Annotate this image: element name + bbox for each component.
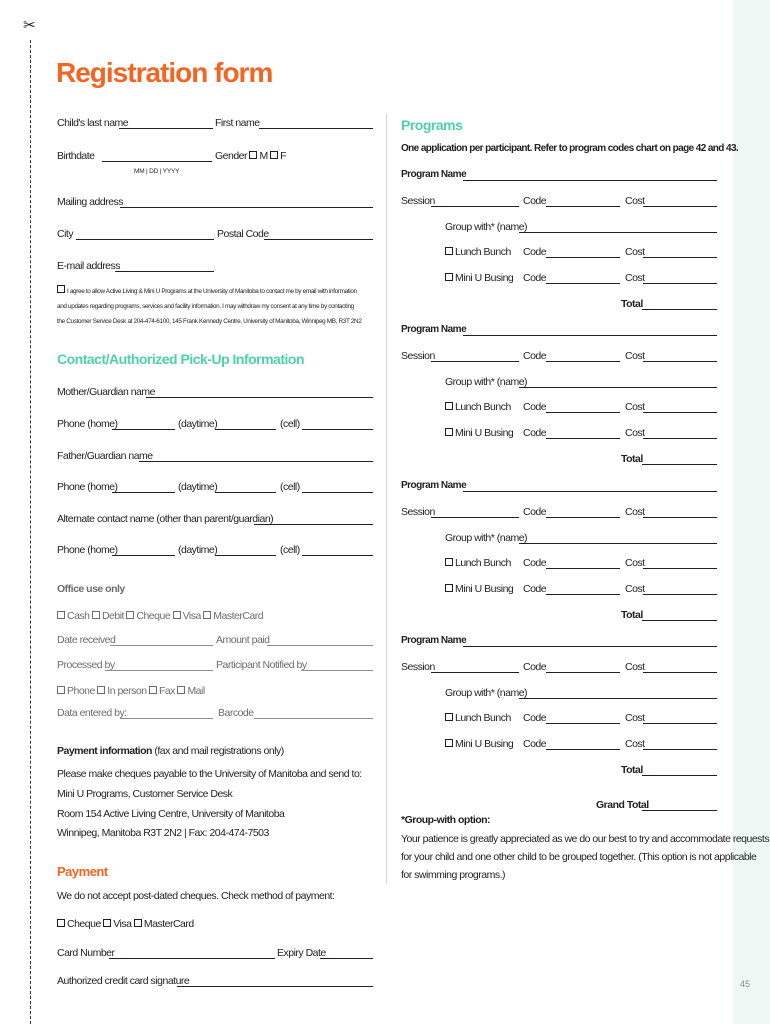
pay-cheque-checkbox[interactable]: [57, 919, 65, 927]
mother-guardian-field[interactable]: [146, 397, 373, 398]
lunch-code-field-4[interactable]: [546, 723, 620, 724]
payment-info-heading: [57, 745, 284, 757]
phone-checkbox[interactable]: [57, 686, 65, 694]
busing-code-label-3: Code: [523, 583, 547, 595]
cost-label-4: Cost: [625, 661, 645, 673]
busing-checkbox-3[interactable]: [445, 584, 453, 592]
gender-f-checkbox[interactable]: [270, 151, 278, 159]
code-field-4[interactable]: [546, 672, 620, 673]
busing-code-field-2[interactable]: [546, 438, 620, 439]
phone-daytime-field-3[interactable]: [215, 555, 276, 556]
alternate-contact-field[interactable]: [254, 524, 373, 525]
lunch-bunch-option-1: [445, 246, 511, 258]
lunch-cost-field-3[interactable]: [643, 568, 717, 569]
program-name-field-2[interactable]: [463, 335, 717, 336]
data-entered-field[interactable]: [120, 718, 213, 719]
phone-label: Phone: [67, 685, 95, 697]
mail-label: Mail: [187, 685, 205, 697]
postal-code-field[interactable]: [264, 239, 373, 240]
child-last-name-label: Child's last name: [57, 117, 129, 129]
birthdate-field[interactable]: [102, 161, 212, 162]
column-divider: [386, 114, 387, 884]
lunch-code-label-4: Code: [523, 712, 547, 724]
session-field-4[interactable]: [431, 672, 519, 673]
phone-home-field-2[interactable]: [112, 492, 175, 493]
gender-m-checkbox[interactable]: [249, 151, 257, 159]
cost-field-2[interactable]: [643, 361, 717, 362]
busing-checkbox-2[interactable]: [445, 428, 453, 436]
payment-info-note: (fax and mail registrations only): [154, 745, 284, 757]
phone-cell-field-3[interactable]: [302, 555, 373, 556]
office-payment-methods: [57, 610, 263, 622]
office-use-heading: Office use only: [57, 583, 125, 595]
participant-notified-label: Participant Notified by: [216, 659, 307, 671]
program-name-label-2: Program Name: [401, 324, 467, 335]
session-label-2: Session: [401, 350, 435, 362]
pay-visa-label: Visa: [113, 918, 132, 930]
busing-code-label-4: Code: [523, 738, 547, 750]
amount-paid-label: Amount paid: [216, 634, 270, 646]
card-number-field[interactable]: [109, 958, 275, 959]
session-label-1: Session: [401, 195, 435, 207]
cash-label: Cash: [67, 610, 90, 622]
code-field-1[interactable]: [546, 206, 620, 207]
contact-section-heading: Contact/Authorized Pick-Up Information: [57, 351, 304, 367]
email-label: E-mail address: [57, 260, 121, 272]
busing-cost-field-4[interactable]: [643, 749, 717, 750]
pay-mastercard-label: MasterCard: [143, 918, 194, 930]
total-field-4[interactable]: [642, 775, 717, 776]
group-option-line-1: Your patience is greatly appreciated as we do our best to try and accommodate requests: [401, 833, 770, 845]
lunch-cost-field-1[interactable]: [643, 257, 717, 258]
busing-cost-label-2: Cost: [625, 427, 645, 439]
signature-field[interactable]: [177, 986, 373, 987]
visa-checkbox[interactable]: [173, 611, 181, 619]
fax-checkbox[interactable]: [149, 686, 157, 694]
payment-info-line-2: Mini U Programs, Customer Service Desk: [57, 788, 233, 800]
busing-label-4: Mini U Busing: [455, 738, 514, 750]
lunch-cost-label-4: Cost: [625, 712, 645, 724]
payment-info-line-4: Winnipeg, Manitoba R3T 2N2 | Fax: 204-474-7503: [57, 827, 269, 839]
in-person-checkbox[interactable]: [97, 686, 105, 694]
processed-by-field[interactable]: [105, 670, 213, 671]
lunch-bunch-label-1: Lunch Bunch: [455, 246, 511, 258]
mail-checkbox[interactable]: [177, 686, 185, 694]
consent-line-3: the Customer Service Desk at 204-474-6100, 145 Frank Kennedy Centre, University of Manitoba, Winnipeg MB, R3T 2N2: [57, 318, 362, 325]
office-contact-methods: [57, 685, 205, 697]
email-consent: [57, 285, 362, 326]
cost-label-2: Cost: [625, 350, 645, 362]
phone-home-field[interactable]: [112, 429, 175, 430]
phone-home-label-2: Phone (home): [57, 481, 118, 493]
page-title: Registration form: [56, 57, 273, 88]
pay-mastercard-checkbox[interactable]: [134, 919, 142, 927]
lunch-bunch-option-2: [445, 401, 511, 413]
phone-cell-field-2[interactable]: [302, 492, 373, 493]
scissors-icon: ✂: [23, 17, 36, 34]
phone-cell-label: (cell): [280, 418, 300, 430]
code-label-2: Code: [523, 350, 547, 362]
cut-line: [30, 40, 31, 1024]
grand-total-field[interactable]: [642, 810, 717, 811]
card-number-label: Card Number: [57, 947, 115, 959]
payment-note: We do not accept post-dated cheques. Check method of payment:: [57, 890, 335, 902]
mastercard-label: MasterCard: [213, 610, 264, 622]
cheque-checkbox[interactable]: [126, 611, 134, 619]
participant-notified-field[interactable]: [301, 670, 373, 671]
barcode-field[interactable]: [254, 718, 373, 719]
gender-f-label: F: [280, 150, 287, 162]
program-name-field-3[interactable]: [463, 491, 717, 492]
cost-label-3: Cost: [625, 506, 645, 518]
group-with-field-2[interactable]: [519, 387, 717, 388]
busing-cost-label-1: Cost: [625, 272, 645, 284]
date-received-label: Date received: [57, 634, 116, 646]
programs-note: One application per participant. Refer to program codes chart on page 42 and 43.: [401, 143, 739, 154]
cost-label-1: Cost: [625, 195, 645, 207]
lunch-cost-field-2[interactable]: [643, 412, 717, 413]
debit-label: Debit: [101, 610, 124, 622]
cost-field-1[interactable]: [643, 206, 717, 207]
amount-paid-field[interactable]: [267, 645, 373, 646]
busing-option-2: [445, 427, 513, 439]
code-label-3: Code: [523, 506, 547, 518]
pay-cheque-label: Cheque: [67, 918, 101, 930]
busing-cost-field-2[interactable]: [643, 438, 717, 439]
fax-label: Fax: [159, 685, 176, 697]
total-label-4: Total: [621, 764, 643, 776]
group-option-line-2: for your child and one other child to be grouped together. (This option is not applicable: [401, 851, 757, 863]
father-guardian-field[interactable]: [139, 461, 373, 462]
payment-info-line-3: Room 154 Active Living Centre, University of Manitoba: [57, 808, 285, 820]
session-label-4: Session: [401, 661, 435, 673]
phone-cell-label-3: (cell): [280, 544, 300, 556]
session-field-2[interactable]: [431, 361, 519, 362]
father-guardian-label: Father/Guardian name: [57, 450, 153, 462]
busing-code-label-1: Code: [523, 272, 547, 284]
program-name-label-3: Program Name: [401, 480, 467, 491]
program-name-label-1: Program Name: [401, 169, 467, 180]
lunch-cost-label-1: Cost: [625, 246, 645, 258]
payment-heading: Payment: [57, 864, 108, 879]
data-entered-label: Data entered by:: [57, 707, 127, 719]
code-label-1: Code: [523, 195, 547, 207]
group-option-heading: *Group-with option:: [401, 814, 491, 826]
postal-code-label: Postal Code: [217, 228, 269, 240]
lunch-code-field-2[interactable]: [546, 412, 620, 413]
busing-checkbox-4[interactable]: [445, 739, 453, 747]
lunch-bunch-label-3: Lunch Bunch: [455, 557, 511, 569]
programs-heading: Programs: [401, 117, 463, 133]
program-name-field-4[interactable]: [463, 646, 717, 647]
lunch-cost-label-2: Cost: [625, 401, 645, 413]
cost-field-4[interactable]: [643, 672, 717, 673]
program-name-label-4: Program Name: [401, 635, 467, 646]
in-person-label: In person: [107, 685, 147, 697]
mailing-address-field[interactable]: [120, 207, 373, 208]
cost-field-3[interactable]: [643, 517, 717, 518]
group-with-label-4: Group with* (name): [445, 687, 528, 699]
phone-home-label: Phone (home): [57, 418, 118, 430]
busing-label-1: Mini U Busing: [455, 272, 514, 284]
grand-total-label: Grand Total: [596, 799, 649, 811]
busing-cost-label-3: Cost: [625, 583, 645, 595]
total-field-1[interactable]: [642, 309, 717, 310]
busing-label-2: Mini U Busing: [455, 427, 514, 439]
total-label-1: Total: [621, 298, 643, 310]
busing-code-field-3[interactable]: [546, 594, 620, 595]
phone-home-label-3: Phone (home): [57, 544, 118, 556]
phone-daytime-label-2: (daytime): [178, 481, 218, 493]
phone-daytime-label-3: (daytime): [178, 544, 218, 556]
alternate-contact-label: Alternate contact name (other than parent/guardian): [57, 513, 274, 525]
gender-m-label: M: [259, 150, 268, 162]
gender-label: Gender: [215, 150, 248, 162]
code-label-4: Code: [523, 661, 547, 673]
program-name-field-1[interactable]: [463, 180, 717, 181]
page-number: 45: [740, 979, 751, 989]
group-with-field-1[interactable]: [519, 232, 717, 233]
email-field[interactable]: [115, 271, 214, 272]
lunch-bunch-checkbox-2[interactable]: [445, 402, 453, 410]
mastercard-checkbox[interactable]: [203, 611, 211, 619]
consent-line-2: and updates regarding programs, services and facility information. I may withdraw my consent at any time by contacting: [57, 303, 354, 310]
code-field-2[interactable]: [546, 361, 620, 362]
birthdate-label: Birthdate: [57, 150, 95, 162]
first-name-label: First name: [215, 117, 260, 129]
pay-visa-checkbox[interactable]: [103, 919, 111, 927]
lunch-bunch-label-2: Lunch Bunch: [455, 401, 511, 413]
code-field-3[interactable]: [546, 517, 620, 518]
gender-group: [215, 150, 286, 162]
date-received-field[interactable]: [110, 645, 213, 646]
mailing-address-label: Mailing address: [57, 196, 124, 208]
busing-option-1: [445, 272, 513, 284]
consent-line-1: I agree to allow Active Living & Mini U Programs at the University of Manitoba to contact me by email with information: [67, 288, 357, 295]
city-label: City: [57, 228, 74, 240]
birthdate-format-hint: MM | DD | YYYY: [134, 168, 180, 175]
busing-code-label-2: Code: [523, 427, 547, 439]
signature-label: Authorized credit card signature: [57, 975, 190, 987]
busing-code-field-1[interactable]: [546, 283, 620, 284]
phone-daytime-field-2[interactable]: [215, 492, 276, 493]
first-name-field[interactable]: [259, 128, 373, 129]
phone-daytime-field[interactable]: [215, 429, 276, 430]
expiry-date-field[interactable]: [320, 958, 373, 959]
busing-option-4: [445, 738, 513, 750]
busing-checkbox-1[interactable]: [445, 273, 453, 281]
total-label-3: Total: [621, 609, 643, 621]
lunch-bunch-option-3: [445, 557, 511, 569]
payment-methods: [57, 918, 194, 930]
lunch-code-label-2: Code: [523, 401, 547, 413]
lunch-cost-label-3: Cost: [625, 557, 645, 569]
session-field-3[interactable]: [431, 517, 519, 518]
visa-label: Visa: [182, 610, 201, 622]
lunch-bunch-label-4: Lunch Bunch: [455, 712, 511, 724]
phone-cell-field[interactable]: [302, 429, 373, 430]
lunch-code-label-1: Code: [523, 246, 547, 258]
total-field-3[interactable]: [642, 620, 717, 621]
mother-guardian-label: Mother/Guardian name: [57, 386, 155, 398]
busing-cost-label-4: Cost: [625, 738, 645, 750]
payment-info-title: Payment information: [57, 745, 152, 757]
debit-checkbox[interactable]: [92, 611, 100, 619]
lunch-code-label-3: Code: [523, 557, 547, 569]
group-option-line-3: for swimming programs.): [401, 869, 506, 881]
group-with-label-1: Group with* (name): [445, 221, 528, 233]
busing-code-field-4[interactable]: [546, 749, 620, 750]
payment-info-line-1: Please make cheques payable to the University of Manitoba and send to:: [57, 768, 362, 780]
processed-by-label: Processed by: [57, 659, 115, 671]
lunch-bunch-checkbox-1[interactable]: [445, 247, 453, 255]
consent-checkbox[interactable]: [57, 285, 65, 293]
busing-label-3: Mini U Busing: [455, 583, 514, 595]
phone-daytime-label: (daytime): [178, 418, 218, 430]
lunch-code-field-3[interactable]: [546, 568, 620, 569]
total-label-2: Total: [621, 453, 643, 465]
lunch-bunch-checkbox-4[interactable]: [445, 713, 453, 721]
phone-home-field-3[interactable]: [112, 555, 175, 556]
lunch-cost-field-4[interactable]: [643, 723, 717, 724]
total-field-2[interactable]: [642, 464, 717, 465]
expiry-date-label: Expiry Date: [277, 947, 326, 959]
barcode-label: Barcode: [218, 707, 254, 719]
busing-cost-field-1[interactable]: [643, 283, 717, 284]
cash-checkbox[interactable]: [57, 611, 65, 619]
session-label-3: Session: [401, 506, 435, 518]
group-with-field-3[interactable]: [519, 543, 717, 544]
group-with-label-2: Group with* (name): [445, 376, 528, 388]
right-margin-band: [733, 0, 770, 1024]
phone-cell-label-2: (cell): [280, 481, 300, 493]
group-with-label-3: Group with* (name): [445, 532, 528, 544]
cheque-label: Cheque: [136, 610, 171, 622]
group-with-field-4[interactable]: [519, 698, 717, 699]
lunch-bunch-checkbox-3[interactable]: [445, 558, 453, 566]
city-field[interactable]: [76, 239, 214, 240]
child-last-name-field[interactable]: [119, 128, 213, 129]
busing-option-3: [445, 583, 513, 595]
session-field-1[interactable]: [431, 206, 519, 207]
lunch-code-field-1[interactable]: [546, 257, 620, 258]
busing-cost-field-3[interactable]: [643, 594, 717, 595]
lunch-bunch-option-4: [445, 712, 511, 724]
